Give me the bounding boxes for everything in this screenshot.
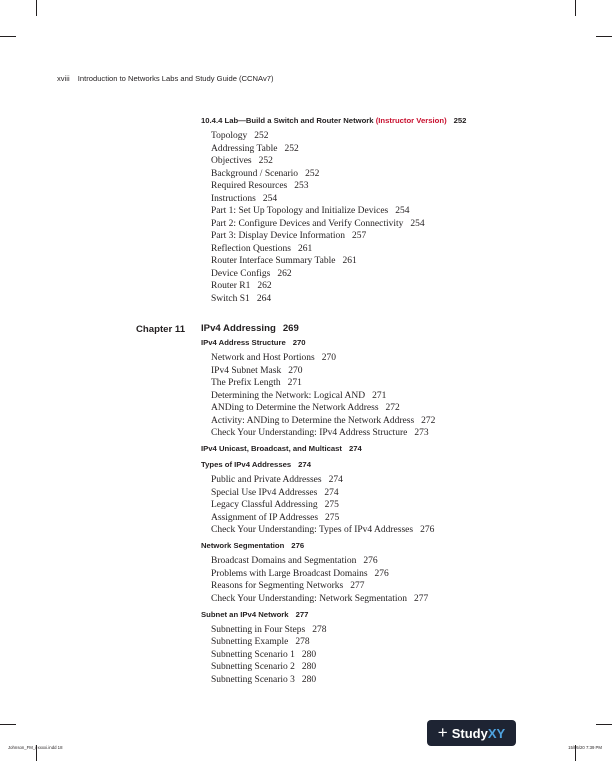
toc-entry	[211, 570, 389, 580]
toc-entry	[211, 295, 271, 305]
entry-page-number: 280	[301, 662, 317, 672]
logo-xy-text: XY	[487, 725, 506, 741]
entry-text: Subnetting Scenario 1	[211, 649, 295, 660]
entry-text: IPv4 Unicast, Broadcast, and Multicast	[201, 444, 342, 453]
crop-mark	[0, 724, 16, 725]
entry-text: Check Your Understanding: Types of IPv4 Addresses	[211, 525, 414, 535]
toc-entry	[211, 220, 425, 230]
entry-text: Addressing Table	[211, 143, 278, 154]
running-header	[57, 74, 274, 83]
toc-entry	[211, 367, 302, 377]
section-heading	[201, 461, 311, 469]
toc-entry	[211, 257, 357, 267]
entry-text: Topology	[211, 131, 248, 142]
entry-page-number: 254	[395, 206, 410, 217]
entry-text: Router Interface Summary Table	[211, 256, 336, 267]
entry-page-number: 257	[352, 231, 367, 242]
entry-text: Part 2: Configure Devices and Verify Connectivity	[211, 218, 404, 229]
entry-text: Device Configs	[211, 268, 271, 279]
entry-text: 10.4.4 Lab—Build a Switch and Router Network	[201, 116, 374, 125]
toc-entry	[211, 663, 316, 673]
header-book-title: Introduction to Networks Labs and Study Guide (CCNAv7)	[77, 74, 274, 83]
chapter-title	[201, 324, 299, 334]
toc-entry	[211, 245, 312, 255]
entry-page-number: 276	[420, 525, 435, 535]
toc-entry	[211, 379, 302, 389]
entry-page-number: 272	[421, 415, 436, 426]
entry-text: ANDing to Determine the Network Address	[211, 403, 379, 413]
toc-entry	[211, 582, 364, 592]
entry-text: Router R1	[211, 281, 251, 292]
entry-page-number: 275	[324, 500, 339, 510]
instructor-version-label: (Instructor Version)	[375, 116, 447, 125]
entry-text: Subnetting in Four Steps	[211, 624, 306, 635]
entry-text: Types of IPv4 Addresses	[201, 460, 292, 469]
crop-mark	[596, 36, 612, 37]
toc-entry	[211, 489, 339, 499]
toc-entry	[211, 182, 309, 192]
entry-page-number: 252	[258, 156, 273, 167]
toc-entry	[211, 595, 428, 605]
entry-page-number: 254	[262, 193, 278, 204]
plus-icon: +	[437, 723, 448, 742]
entry-text: Special Use IPv4 Addresses	[211, 487, 318, 498]
entry-page-number: 277	[295, 609, 309, 619]
section-heading	[201, 611, 308, 619]
entry-page-number: 252	[305, 168, 320, 179]
entry-page-number: 274	[328, 475, 343, 485]
section-heading	[201, 339, 306, 347]
entry-text: IPv4 Addressing	[201, 323, 276, 334]
entry-page-number: 278	[312, 624, 327, 635]
entry-page-number: 261	[342, 256, 357, 267]
entry-text: Required Resources	[211, 181, 288, 192]
toc-entry	[211, 392, 386, 402]
toc-entry	[211, 514, 339, 524]
entry-text: IPv4 Address Structure	[201, 338, 286, 347]
entry-page-number: 276	[291, 541, 305, 550]
toc-entry	[211, 157, 273, 167]
toc-entry	[211, 417, 435, 427]
toc-entry	[211, 476, 343, 486]
toc-entry	[211, 195, 277, 205]
entry-page-number: 271	[287, 378, 302, 388]
entry-text: Switch S1	[211, 293, 250, 304]
entry-text: Reflection Questions	[211, 243, 291, 254]
entry-text: Subnetting Scenario 2	[211, 662, 295, 672]
entry-text: Check Your Understanding: IPv4 Address Structure	[211, 428, 408, 438]
toc-entry	[211, 232, 366, 242]
entry-text: The Prefix Length	[211, 378, 281, 388]
entry-text: Objectives	[211, 156, 252, 167]
entry-text: Part 3: Display Device Information	[211, 231, 346, 242]
entry-text: Subnetting Example	[211, 637, 289, 647]
entry-page-number: 252	[254, 131, 269, 142]
entry-page-number: 277	[350, 581, 365, 591]
lab-entry-title	[201, 117, 466, 125]
entry-text: Network and Host Portions	[211, 353, 315, 363]
entry-page-number: 262	[277, 268, 292, 279]
toc-entry	[211, 207, 410, 217]
studyxy-logo	[427, 720, 516, 746]
entry-page-number: 261	[297, 243, 313, 254]
entry-page-number: 280	[301, 649, 317, 660]
toc-entry	[211, 282, 272, 292]
crop-mark	[575, 0, 576, 16]
entry-text: Reasons for Segmenting Networks	[211, 581, 344, 591]
chapter-label: Chapter 11	[136, 324, 186, 335]
entry-page-number: 271	[372, 390, 387, 401]
slug-file-name: Johnson_FM_i-xxxxi.indd 18	[8, 745, 63, 750]
entry-page-number: 253	[294, 181, 309, 192]
entry-page-number: 276	[374, 568, 389, 579]
entry-page-number: 277	[414, 593, 429, 604]
entry-text: Subnet an IPv4 Network	[201, 609, 289, 619]
toc-entry	[211, 354, 336, 364]
section-heading	[201, 445, 362, 453]
toc-entry	[211, 626, 326, 636]
entry-text: Assignment of IP Addresses	[211, 512, 319, 523]
entry-page-number: 275	[325, 512, 340, 523]
crop-mark	[596, 724, 612, 725]
entry-text: Subnetting Scenario 3	[211, 674, 295, 685]
entry-text: IPv4 Subnet Mask	[211, 365, 282, 376]
entry-page-number: 270	[321, 353, 336, 363]
toc-entry	[211, 651, 316, 661]
entry-text: Problems with Large Broadcast Domains	[211, 568, 368, 579]
entry-page-number: 276	[363, 556, 378, 566]
entry-page-number: 254	[410, 218, 425, 229]
entry-text: Instructions	[211, 193, 256, 204]
entry-page-number: 272	[385, 403, 400, 413]
logo-study-text: Study	[451, 725, 488, 741]
toc-entry	[211, 145, 299, 155]
toc-entry	[211, 557, 378, 567]
entry-page-number: 270	[288, 365, 303, 376]
entry-page-number: 252	[453, 116, 467, 125]
section-heading	[201, 542, 304, 550]
toc-entry	[211, 270, 292, 280]
entry-page-number: 274	[298, 460, 311, 469]
entry-page-number: 274	[348, 444, 362, 453]
toc-entry	[211, 404, 400, 414]
entry-text: Broadcast Domains and Segmentation	[211, 556, 357, 566]
toc-entry	[211, 501, 339, 511]
entry-page-number: 269	[282, 323, 299, 334]
toc-entry	[211, 170, 319, 180]
toc-entry	[211, 132, 269, 142]
entry-page-number: 270	[292, 338, 306, 347]
toc-entry	[211, 638, 310, 648]
entry-page-number: 274	[324, 487, 339, 498]
entry-text: Determining the Network: Logical AND	[211, 390, 366, 401]
entry-text: Check Your Understanding: Network Segmentation	[211, 593, 408, 604]
toc-entry	[211, 429, 429, 439]
entry-page-number: 252	[284, 143, 299, 154]
entry-page-number: 273	[414, 428, 429, 438]
entry-page-number: 264	[256, 293, 272, 304]
entry-page-number: 280	[301, 674, 317, 685]
entry-page-number: 262	[257, 281, 272, 292]
crop-mark	[36, 0, 37, 16]
toc-entry	[211, 676, 316, 686]
entry-page-number: 278	[295, 637, 310, 647]
slug-timestamp: 15/05/20 7:39 PM	[568, 745, 602, 750]
entry-text: Legacy Classful Addressing	[211, 500, 318, 510]
entry-text: Network Segmentation	[201, 541, 285, 550]
toc-entry	[211, 526, 434, 536]
header-page-number: xviii	[57, 74, 70, 83]
entry-text: Public and Private Addresses	[211, 475, 322, 485]
entry-text: Background / Scenario	[211, 168, 299, 179]
entry-text: Part 1: Set Up Topology and Initialize Devices	[211, 206, 389, 217]
crop-mark	[0, 36, 16, 37]
entry-text: Activity: ANDing to Determine the Network Address	[211, 415, 415, 426]
